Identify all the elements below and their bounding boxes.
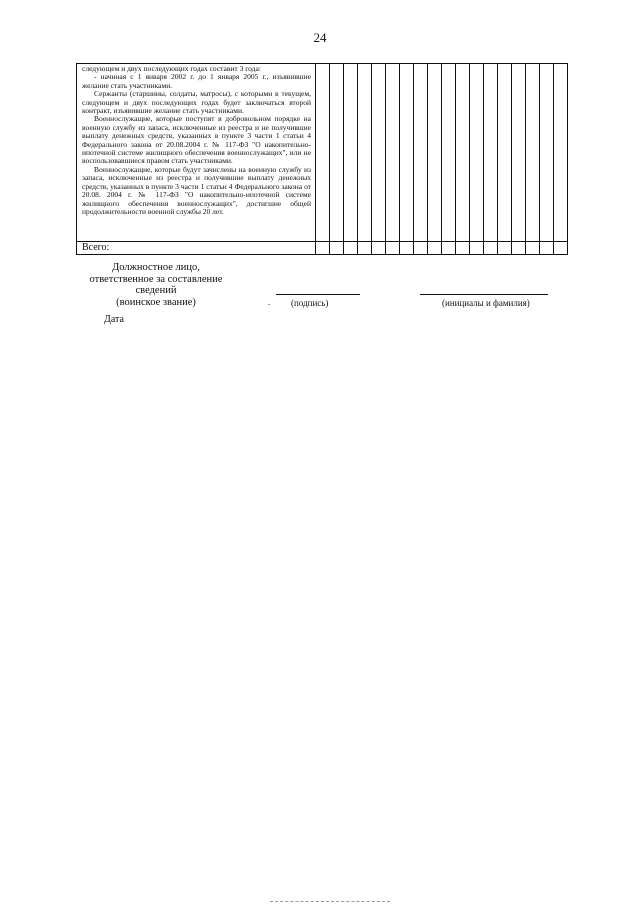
signature-caption: (подпись)	[291, 298, 329, 308]
table-row	[77, 64, 568, 242]
table-cell[interactable]	[428, 64, 442, 242]
table-cell[interactable]	[372, 64, 386, 242]
table-cell[interactable]	[456, 64, 470, 242]
table-cell[interactable]	[358, 64, 372, 242]
name-line[interactable]	[420, 294, 548, 295]
total-label: Всего:	[77, 242, 316, 255]
table-cell[interactable]	[526, 242, 540, 255]
table-cell[interactable]	[554, 242, 568, 255]
table-cell[interactable]	[498, 242, 512, 255]
table-cell[interactable]	[540, 242, 554, 255]
table-cell[interactable]	[400, 64, 414, 242]
table-cell[interactable]	[316, 242, 330, 255]
table-cell[interactable]	[470, 64, 484, 242]
table-cell[interactable]	[316, 64, 330, 242]
table-cell[interactable]	[484, 64, 498, 242]
description-paragraph: Военнослужащие, которые поступят в добровольном порядке на военную службу из запаса, исключенные из реестра и не получившие выплату денежных средств, указанных в пункте 3 части 1 статьи 4 Федерального закона от 20.08.2004 г. № 117-ФЗ "О накопительно-ипотечной системе жилищного обеспечения военнослужащих", или не воспользовавшиеся правом стать участниками.	[82, 114, 311, 166]
table-cell[interactable]	[526, 64, 540, 242]
table-cell[interactable]	[540, 64, 554, 242]
description-paragraph: следующем и двух последующих годах составит 3 года:	[82, 64, 261, 73]
table-cell[interactable]	[498, 64, 512, 242]
table-cell[interactable]	[442, 64, 456, 242]
table-cell[interactable]	[330, 64, 344, 242]
official-title-line: ответственное за составление	[89, 273, 223, 285]
data-table-wrap	[76, 63, 568, 255]
table-cell[interactable]	[428, 242, 442, 255]
table-cell[interactable]	[358, 242, 372, 255]
table-cell[interactable]	[330, 242, 344, 255]
total-row	[77, 242, 568, 255]
military-rank-label: (воинское звание)	[116, 296, 196, 308]
signature-line[interactable]	[276, 294, 360, 295]
data-table	[76, 63, 568, 255]
description-paragraph: Сержанты (старшины, солдаты, матросы), с которыми в текущем, следующем и двух последующих годах будет заключаться второй контракт, изъявившие желание стать участниками.	[82, 89, 311, 116]
table-cell[interactable]	[344, 242, 358, 255]
responsible-official-block	[86, 262, 226, 308]
category-description-cell	[77, 64, 316, 242]
description-paragraph: - начиная с 1 января 2002 г. до 1 января 2005 г., изъявившие желание стать участниками.	[82, 72, 311, 90]
name-caption: (инициалы и фамилия)	[442, 298, 530, 308]
table-cell[interactable]	[456, 242, 470, 255]
table-cell[interactable]	[372, 242, 386, 255]
table-cell[interactable]	[386, 64, 400, 242]
table-cell[interactable]	[470, 242, 484, 255]
table-cell[interactable]	[484, 242, 498, 255]
page-number: 24	[313, 30, 327, 45]
table-cell[interactable]	[554, 64, 568, 242]
table-cell[interactable]	[344, 64, 358, 242]
table-cell[interactable]	[386, 242, 400, 255]
official-title-line: Должностное лицо,	[112, 262, 200, 273]
table-cell[interactable]	[512, 242, 526, 255]
table-cell[interactable]	[512, 64, 526, 242]
table-cell[interactable]	[414, 242, 428, 255]
scan-edge-mark	[270, 901, 390, 902]
table-cell[interactable]	[400, 242, 414, 255]
official-title-line: сведений	[135, 285, 177, 296]
table-cell[interactable]	[442, 242, 456, 255]
description-paragraph: Военнослужащие, которые будут зачислены на военную службу из запаса, исключенные из реестра и получившие выплату денежных средств, указанных в пункте 3 части 1 статьи 4 Федерального закона от 20.08. 2004 г. № 117-ФЗ "О накопительно-ипотечной системе жилищного обеспечения военнослужащих", достигшие общей продолжительности военной службы 20 лет.	[82, 164, 311, 216]
table-cell[interactable]	[414, 64, 428, 242]
date-label: Дата	[104, 314, 124, 325]
separator-dot: .	[268, 297, 271, 307]
